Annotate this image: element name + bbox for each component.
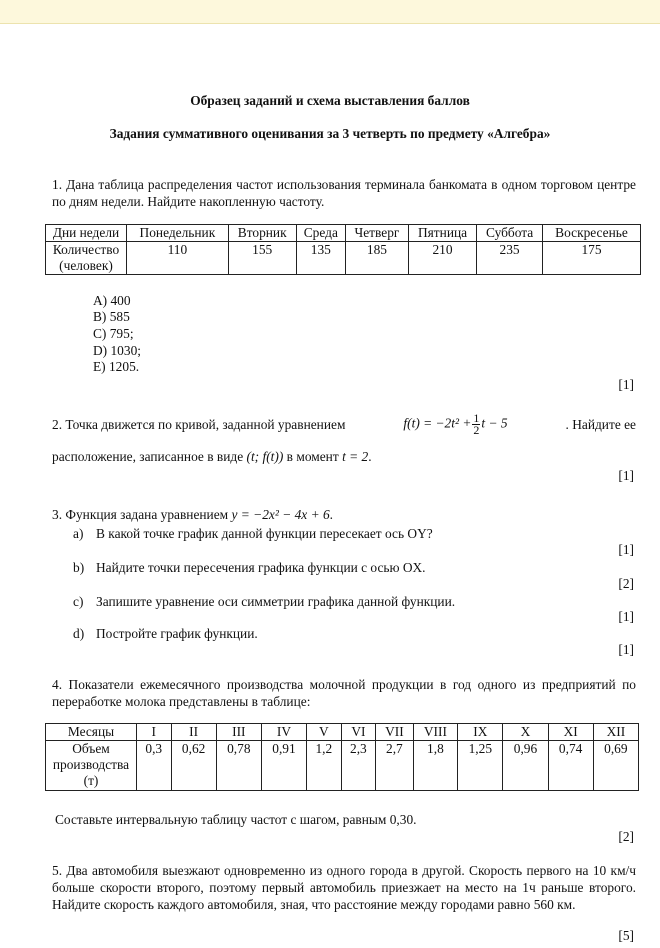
table-cell: 1,2 bbox=[307, 741, 342, 791]
q4-table bbox=[45, 723, 639, 791]
q3-mark-d: [1] bbox=[618, 642, 634, 657]
table-cell: 210 bbox=[408, 242, 476, 275]
table-cell: III bbox=[216, 724, 261, 741]
table-cell: VII bbox=[376, 724, 413, 741]
table-cell: Вторник bbox=[228, 225, 296, 242]
q3-mark-c: [1] bbox=[618, 609, 634, 624]
q5-text: 5. Два автомобиля выезжают одновременно из одного города в другой. Скорость первого на 10 км/ч больше скорости второго, поэтому первый автомобиль приезжает на место на 1ч раньше второго. Найдите скорость каждого автомобиля, зная, что расстояние между городами равно 560 км. bbox=[52, 863, 636, 912]
table-cell: 0,62 bbox=[171, 741, 216, 791]
table-cell: 0,3 bbox=[137, 741, 172, 791]
table-cell: Четверг bbox=[346, 225, 409, 242]
top-banner bbox=[0, 0, 660, 24]
q2-line1 bbox=[52, 413, 636, 436]
table-cell: 185 bbox=[346, 242, 409, 275]
table-cell: 155 bbox=[228, 242, 296, 275]
page-subtitle: Задания суммативного оценивания за 3 четверть по предмету «Алгебра» bbox=[109, 126, 551, 141]
q2-fraction bbox=[472, 413, 480, 436]
table-cell: 1,25 bbox=[458, 741, 503, 791]
table-cell: 235 bbox=[477, 242, 543, 275]
table-row bbox=[46, 225, 641, 242]
table-cell: XII bbox=[593, 724, 638, 741]
q3-intro: 3. Функция задана уравнением bbox=[52, 507, 229, 522]
table-cell: 175 bbox=[543, 242, 641, 275]
q2-line2-formula: (t; f(t)) bbox=[246, 449, 284, 464]
item-text: Найдите точки пересечения графика функции с осью OX. bbox=[96, 560, 426, 575]
q5-mark: [5] bbox=[618, 928, 634, 943]
q2-formula bbox=[403, 413, 507, 436]
q2-line2-text-b: в момент bbox=[286, 449, 339, 464]
q1-option-b: B) 585 bbox=[93, 309, 130, 324]
table-cell: 0,96 bbox=[503, 741, 548, 791]
q2-text-b: . Найдите ее bbox=[565, 416, 636, 432]
fraction-numerator: 1 bbox=[473, 411, 480, 425]
table-cell: VIII bbox=[413, 724, 458, 741]
table-row bbox=[46, 724, 639, 741]
q1-text: 1. Дана таблица распределения частот использования терминала банкомата в одном торговом центре по дням недели. Найдите накопленную частоту. bbox=[52, 177, 636, 209]
q1-table bbox=[45, 224, 641, 275]
table-cell: Понедельник bbox=[127, 225, 229, 242]
q2-line2: расположение, записанное в виде (t; f(t)) в момент t = 2. bbox=[52, 449, 372, 464]
q1-option-e: E) 1205. bbox=[93, 359, 140, 374]
q1-option-c: C) 795; bbox=[93, 326, 134, 341]
table-cell: IX bbox=[458, 724, 503, 741]
table-cell: Дни недели bbox=[46, 225, 127, 242]
table-cell: X bbox=[503, 724, 548, 741]
item-label: a) bbox=[73, 526, 84, 541]
table-row bbox=[46, 741, 639, 791]
item-text: Запишите уравнение оси симметрии графика данной функции. bbox=[96, 594, 456, 609]
table-cell: IV bbox=[261, 724, 306, 741]
table-cell: Пятница bbox=[408, 225, 476, 242]
q2-line2-t: t = 2 bbox=[342, 449, 369, 464]
table-cell: 0,74 bbox=[548, 741, 593, 791]
item-label: b) bbox=[73, 560, 85, 575]
fraction-denominator: 2 bbox=[473, 423, 480, 437]
q2-text-a: 2. Точка движется по кривой, заданной уравнением bbox=[52, 416, 346, 432]
table-cell: 0,69 bbox=[593, 741, 638, 791]
item-text: В какой точке график данной функции пересекает ось OY? bbox=[96, 526, 433, 541]
table-cell: V bbox=[307, 724, 342, 741]
q3-item-a bbox=[73, 526, 433, 542]
table-cell: II bbox=[171, 724, 216, 741]
table-cell: 1,8 bbox=[413, 741, 458, 791]
table-cell: 135 bbox=[296, 242, 345, 275]
q2-mark: [1] bbox=[618, 468, 634, 483]
item-label: d) bbox=[73, 626, 85, 641]
table-cell: Количество (человек) bbox=[46, 242, 127, 275]
table-cell: Объем производства (т) bbox=[46, 741, 137, 791]
q1-option-d: D) 1030; bbox=[93, 343, 141, 358]
q3-text: 3. Функция задана уравнением y = −2x² − 4x + 6. bbox=[52, 507, 334, 522]
table-cell: 0,78 bbox=[216, 741, 261, 791]
q4-task: Составьте интервальную таблицу частот с шагом, равным 0,30. bbox=[55, 812, 417, 827]
q3-item-b bbox=[73, 560, 426, 576]
table-cell: 0,91 bbox=[261, 741, 306, 791]
table-cell: 2,7 bbox=[376, 741, 413, 791]
q2-formula-a: f(t) = −2t² + bbox=[403, 415, 472, 431]
q2-line2-text: расположение, записанное в виде bbox=[52, 449, 244, 464]
table-cell: Воскресенье bbox=[543, 225, 641, 242]
q1-option-a: A) 400 bbox=[93, 293, 131, 308]
table-cell: Месяцы bbox=[46, 724, 137, 741]
table-cell: I bbox=[137, 724, 172, 741]
q1-mark: [1] bbox=[618, 377, 634, 392]
item-label: c) bbox=[73, 594, 84, 609]
table-cell: Среда bbox=[296, 225, 345, 242]
table-cell: 2,3 bbox=[341, 741, 376, 791]
item-text: Постройте график функции. bbox=[96, 626, 258, 641]
q4-text: 4. Показатели ежемесячного производства молочной продукции в год одного из предприятий по переработке молока представлены в таблице: bbox=[52, 677, 636, 709]
q2-formula-b: t − 5 bbox=[481, 415, 508, 431]
q3-formula: y = −2x² − 4x + 6 bbox=[231, 507, 330, 522]
q3-item-d bbox=[73, 626, 258, 642]
q3-mark-b: [2] bbox=[618, 576, 634, 591]
table-cell: VI bbox=[341, 724, 376, 741]
q3-item-c bbox=[73, 594, 455, 610]
table-cell: 110 bbox=[127, 242, 229, 275]
table-row bbox=[46, 242, 641, 275]
q4-mark: [2] bbox=[618, 829, 634, 844]
q3-mark-a: [1] bbox=[618, 542, 634, 557]
table-cell: XI bbox=[548, 724, 593, 741]
page-title: Образец заданий и схема выставления баллов bbox=[190, 93, 470, 108]
table-cell: Суббота bbox=[477, 225, 543, 242]
